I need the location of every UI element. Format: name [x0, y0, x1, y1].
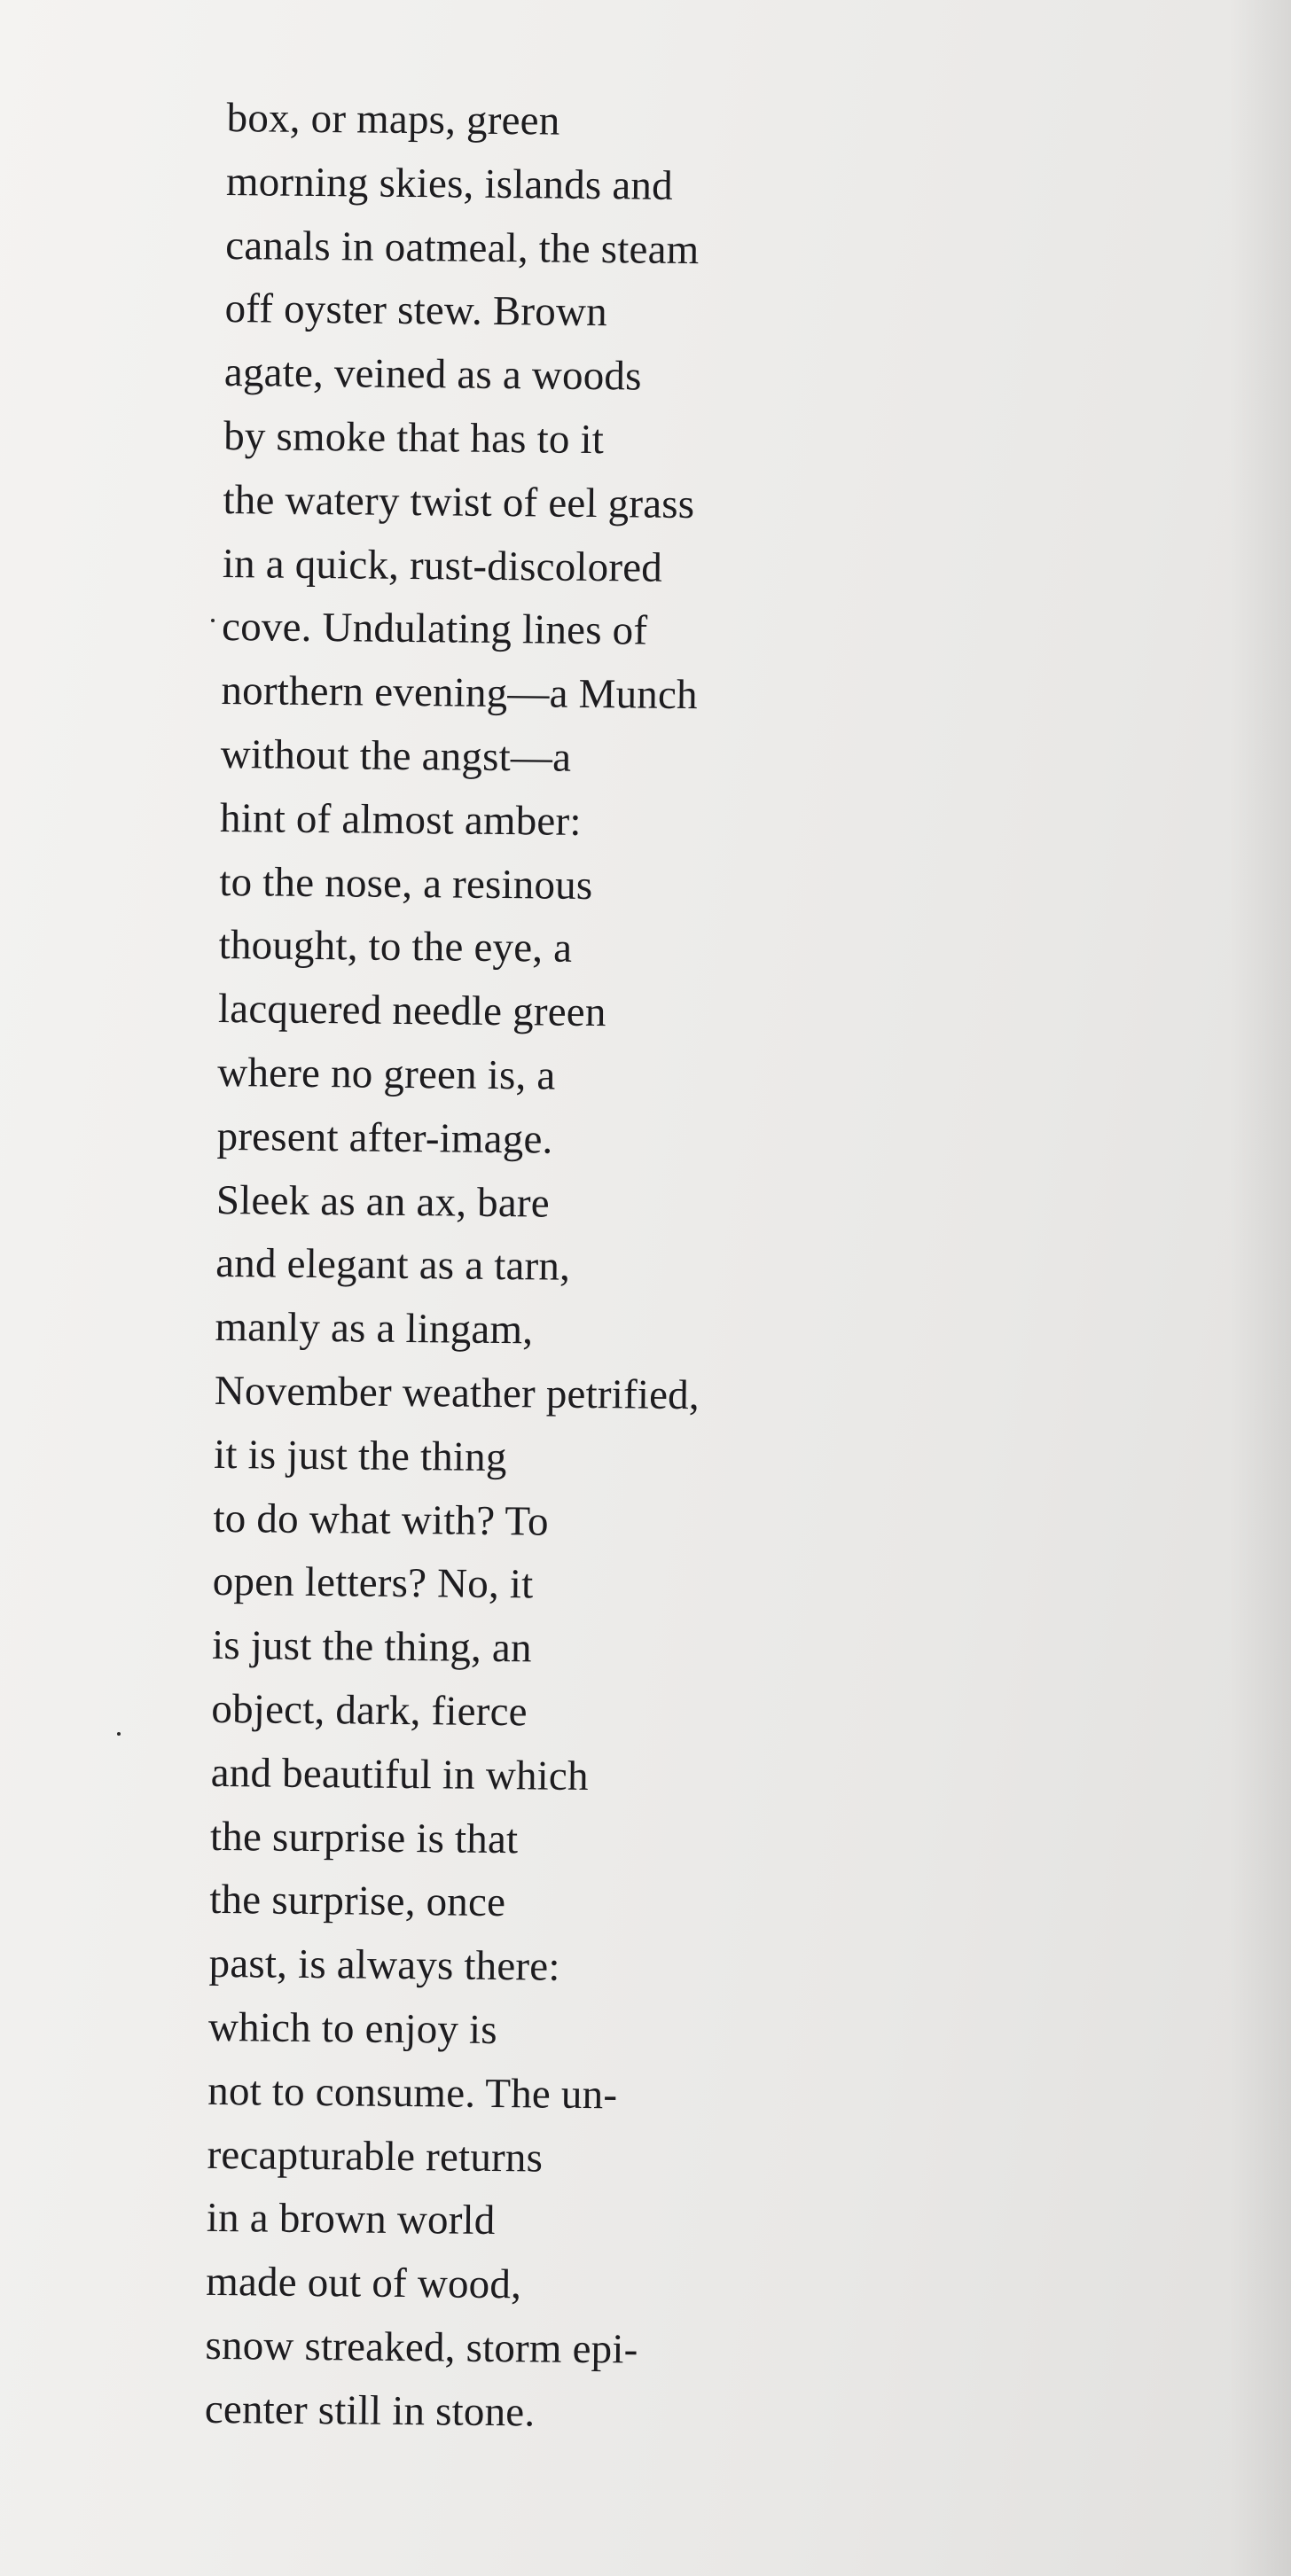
ink-speck	[211, 619, 215, 622]
poem-line: to do what with? To	[213, 1495, 549, 1545]
poem-line: northern evening—a Munch	[221, 667, 699, 719]
poem-line: November weather petrified,	[214, 1367, 700, 1419]
poem-line: in a brown world	[206, 2195, 496, 2244]
poem-line: Sleek as an ax, bare	[215, 1176, 551, 1227]
poem-line: open letters? No, it	[212, 1558, 534, 1608]
poem-line: center still in stone.	[204, 2385, 536, 2436]
poem-line: and elegant as a tarn,	[215, 1240, 571, 1291]
poem-line: present after-image.	[216, 1112, 553, 1163]
poem-line: recapturable returns	[207, 2131, 544, 2182]
poem-line: not to consume. The un-	[207, 2067, 618, 2119]
poem-line: off oyster stew. Brown	[224, 285, 608, 336]
poem-line: cove. Undulating lines of	[221, 604, 648, 654]
poem-line: in a quick, rust-discolored	[222, 540, 663, 591]
poem-line: thought, to the eye, a	[218, 922, 573, 972]
poem-line: morning skies, islands and	[225, 158, 674, 209]
poem-line: and beautiful in which	[210, 1749, 589, 1799]
poem-line: manly as a lingam,	[215, 1304, 534, 1354]
poem-line: made out of wood,	[205, 2258, 522, 2308]
ink-speck	[117, 1732, 121, 1736]
poem-line: by smoke that has to it	[223, 412, 605, 464]
poem-line: past, is always there:	[208, 1940, 560, 1990]
poem-line: lacquered needle green	[217, 986, 606, 1036]
poem-line: without the angst—a	[220, 730, 572, 781]
poem-line: hint of almost amber:	[219, 794, 582, 845]
poem-line: is just the thing, an	[211, 1622, 532, 1672]
poem-line: which to enjoy is	[207, 2003, 498, 2053]
poem-line: the watery twist of eel grass	[223, 476, 695, 527]
poem-line: the surprise, once	[209, 1877, 506, 1926]
poem-text	[204, 87, 711, 2447]
poem-line: to the nose, a resinous	[219, 858, 593, 909]
poem-line: snow streaked, storm epi-	[205, 2322, 638, 2373]
poem-line: canals in oatmeal, the steam	[225, 222, 700, 273]
poem-line: where no green is, a	[217, 1049, 556, 1099]
poem-line: the surprise is that	[209, 1813, 519, 1862]
poem-line: it is just the thing	[213, 1431, 507, 1480]
poem-line: object, dark, fierce	[211, 1685, 528, 1736]
page-edge-shadow	[1229, 0, 1291, 2576]
poem-line: box, or maps, green	[226, 94, 560, 144]
poem-line: agate, veined as a woods	[223, 349, 642, 400]
